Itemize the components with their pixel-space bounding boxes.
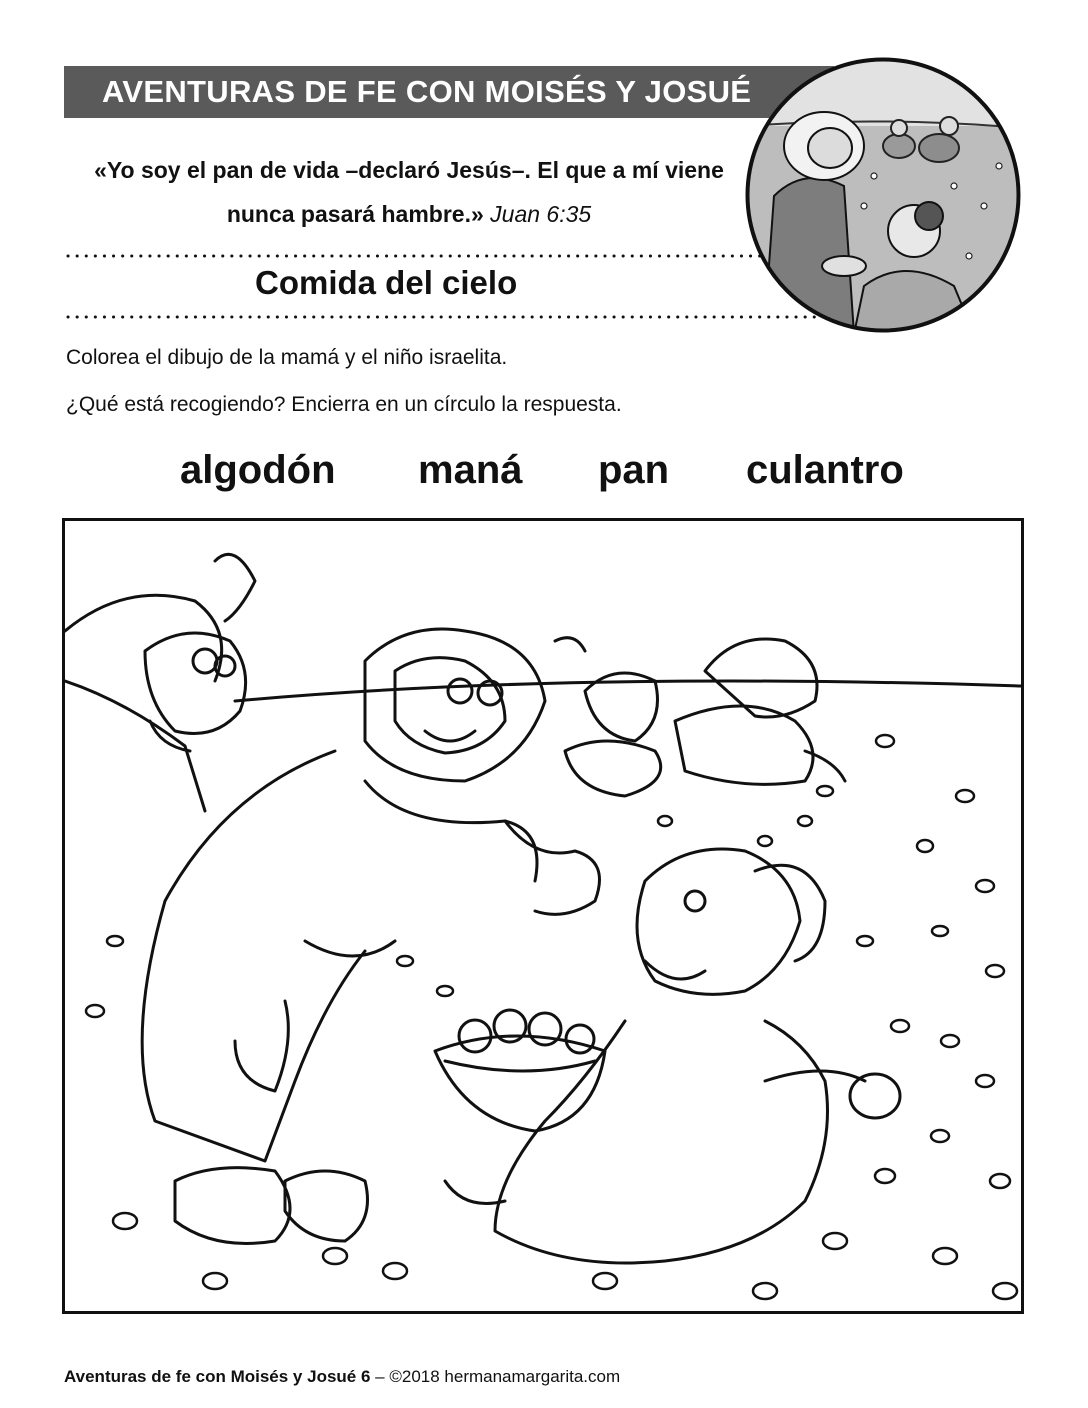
page-footer bbox=[64, 1367, 620, 1387]
answer-option[interactable]: culantro bbox=[746, 448, 904, 492]
dotted-divider-bottom bbox=[66, 315, 846, 319]
dotted-divider-top bbox=[66, 254, 846, 258]
basket-drawing bbox=[435, 1010, 605, 1131]
footer-book-title: Aventuras de fe con Moisés y Josué 6 bbox=[64, 1367, 371, 1386]
donkey-drawing bbox=[65, 554, 255, 811]
series-title: AVENTURAS DE FE CON MOISÉS Y JOSUÉ bbox=[102, 74, 752, 109]
answer-option[interactable]: algodón bbox=[180, 448, 336, 492]
lesson-title: Comida del cielo bbox=[255, 264, 518, 301]
background-gatherers bbox=[565, 639, 845, 796]
coloring-frame bbox=[62, 518, 1024, 1314]
verse-reference: Juan 6:35 bbox=[490, 201, 592, 227]
series-banner bbox=[64, 66, 834, 118]
footer-copyright: – ©2018 hermanamargarita.com bbox=[370, 1367, 621, 1386]
verse-quote: «Yo soy el pan de vida –declaró Jesús–. El que a mí viene nunca pasará hambre.» bbox=[94, 157, 724, 227]
mother-drawing bbox=[142, 629, 599, 1244]
coloring-illustration[interactable] bbox=[65, 521, 1021, 1311]
instruction-color: Colorea el dibujo de la mamá y el niño israelita. bbox=[66, 346, 508, 369]
answer-options bbox=[0, 448, 1088, 498]
boy-drawing bbox=[445, 849, 900, 1263]
thumbnail-illustration bbox=[744, 56, 1022, 334]
answer-option[interactable]: maná bbox=[418, 448, 523, 492]
instruction-question: ¿Qué está recogiendo? Encierra en un círculo la respuesta. bbox=[66, 393, 622, 416]
bible-verse bbox=[64, 148, 754, 236]
answer-option[interactable]: pan bbox=[598, 448, 670, 492]
